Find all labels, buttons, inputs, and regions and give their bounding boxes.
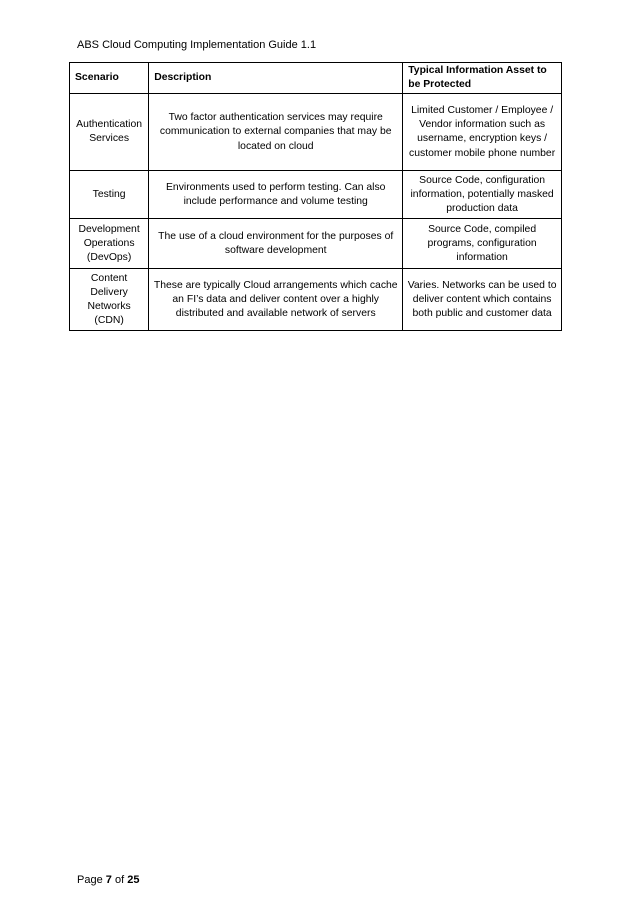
header-scenario: Scenario [70, 63, 149, 94]
page-total: 25 [127, 874, 140, 886]
page-footer [77, 874, 139, 887]
cell-description: These are typically Cloud arrangements which cache an FI’s data and deliver content over a highly distributed and available network of servers [149, 269, 403, 331]
table-row [70, 269, 562, 331]
page-prefix: Page [77, 874, 103, 886]
table-row [70, 219, 562, 269]
cell-asset: Varies. Networks can be used to deliver content which contains both public and customer data [403, 269, 562, 331]
cell-scenario: Development Operations (DevOps) [70, 219, 149, 269]
page-of-label: of [114, 874, 125, 886]
table-row [70, 94, 562, 171]
scenario-table [69, 62, 562, 331]
cell-scenario: Testing [70, 171, 149, 219]
cell-scenario: Content Delivery Networks (CDN) [70, 269, 149, 331]
cell-asset: Source Code, configuration information, potentially masked production data [403, 171, 562, 219]
cell-asset: Limited Customer / Employee / Vendor information such as username, encryption keys / customer mobile phone number [403, 94, 562, 171]
cell-scenario: Authentication Services [70, 94, 149, 171]
cell-description: Two factor authentication services may require communication to external companies that may be located on cloud [149, 94, 403, 171]
cell-description: The use of a cloud environment for the purposes of software development [149, 219, 403, 269]
header-description: Description [149, 63, 403, 94]
page-number: 7 [105, 874, 112, 886]
table-header-row [70, 63, 562, 94]
header-asset: Typical Information Asset to be Protected [403, 63, 562, 94]
table-row [70, 171, 562, 219]
page-header: ABS Cloud Computing Implementation Guide 1.1 [77, 39, 317, 51]
cell-description: Environments used to perform testing. Can also include performance and volume testing [149, 171, 403, 219]
cell-asset: Source Code, compiled programs, configuration information [403, 219, 562, 269]
